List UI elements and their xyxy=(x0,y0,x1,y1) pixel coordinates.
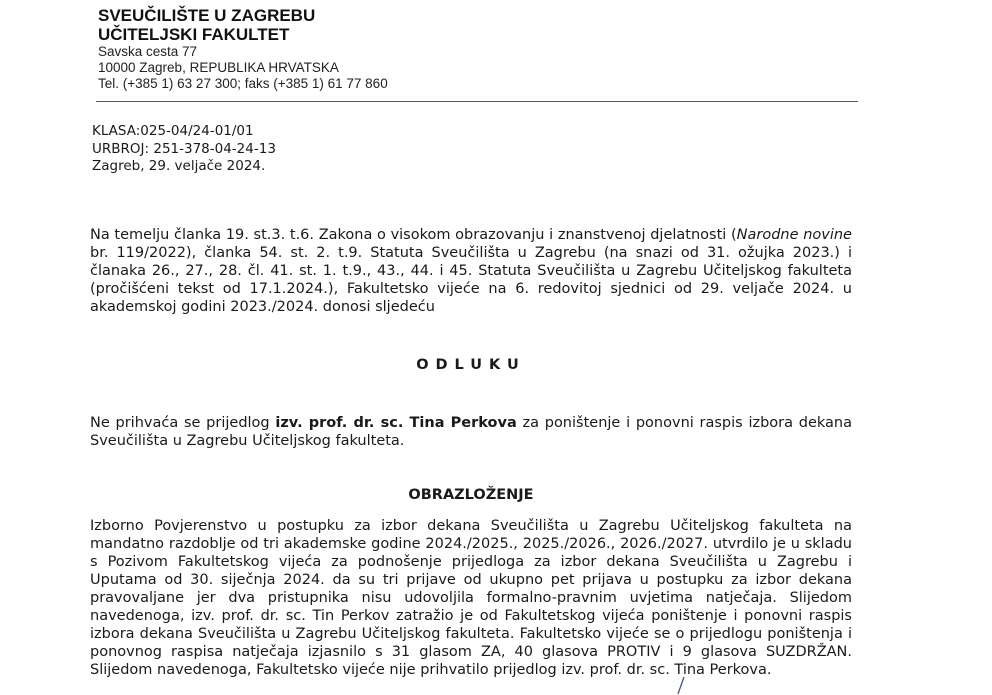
urbroj: URBROJ: 251-378-04-24-13 xyxy=(92,140,276,157)
faculty-name: UČITELJSKI FAKULTET xyxy=(98,25,290,44)
decision-bold-name: izv. prof. dr. sc. Tina Perkova xyxy=(275,415,517,431)
decision-text-2: za poništenje i ponovni raspis izbora dekana Sveučilišta u Zagrebu Učiteljskog fakulteta. xyxy=(90,415,852,449)
university-name: SVEUČILIŠTE U ZAGREBU xyxy=(98,6,316,25)
address-street: Savska cesta 77 xyxy=(98,44,198,59)
decision-text-1: Ne prihvaća se prijedlog xyxy=(90,415,276,431)
intro-text-1: Na temelju članka 19. st.3. t.6. Zakona o visokom obrazovanju i znanstvenoj djelatnosti ( xyxy=(90,227,737,243)
letterhead xyxy=(98,6,388,92)
header-divider xyxy=(96,101,858,102)
reasoning-title: OBRAZLOŽENJE xyxy=(408,487,534,503)
decision-title: ODLUKU xyxy=(416,357,526,373)
intro-text-2: br. 119/2022), članka 54. st. 2. t.9. Statuta Sveučilišta u Zagrebu (na snazi od 31. ožujka 2023.) i članaka 26., 27., 28. čl. 41. st. 1. t.9., 43., 44. i 45. Statuta Sveučilišta u Zagrebu Učiteljskog fakulteta (pročišćeni tekst od 17.1.2024.), Fakultetsko vijeće na 6. redovitoj sjednici od 29. veljače 2024. u akademskoj godini 2023./2024. donosi sljedeću xyxy=(90,245,852,315)
intro-paragraph xyxy=(90,226,852,316)
klasa: KLASA:025-04/24-01/01 xyxy=(92,123,254,139)
decision-paragraph xyxy=(90,414,852,450)
document-meta xyxy=(92,123,276,176)
address-city: 10000 Zagreb, REPUBLIKA HRVATSKA xyxy=(98,60,339,75)
intro-italic: Narodne novine xyxy=(736,227,852,243)
reasoning-paragraph: Izborno Povjerenstvo u postupku za izbor dekana Sveučilišta u Zagrebu Učiteljskog fakulteta na mandatno razdoblje od tri akademske godine 2024./2025., 2025./2026., 2026./2027. utvrdilo je u skladu s Pozivom Fakultetskog vijeća za podnošenje prijedloga za izbor dekana Sveučilišta u Zagrebu i Uputama od 30. siječnja 2024. da su tri prijave od ukupno pet prijava u postupku za izbor dekana pravovaljane jer dva pristupnika nisu udovoljila formalno-pravnim uvjetima natječaja. Slijedom navedenoga, izv. prof. dr. sc. Tin Perkov zatražio je od Fakultetskog vijeća poništenje i ponovni raspis izbora dekana Sveučilišta u Zagrebu Učiteljskog fakulteta. Fakultetsko vijeće se o prijedlogu poništenja i ponovnog raspisa natječaja izjasnilo s 31 glasom ZA, 40 glasova PROTIV i 9 glasova SUZDRŽAN. Slijedom navedenoga, Fakultetsko vijeće nije prihvatilo prijedlog izv. prof. dr. sc. Tina Perkova. xyxy=(90,518,852,678)
place-date: Zagreb, 29. veljače 2024. xyxy=(92,158,266,174)
contact-info: Tel. (+385 1) 63 27 300; faks (+385 1) 61 77 860 xyxy=(98,76,388,91)
signature-mark xyxy=(672,676,690,695)
